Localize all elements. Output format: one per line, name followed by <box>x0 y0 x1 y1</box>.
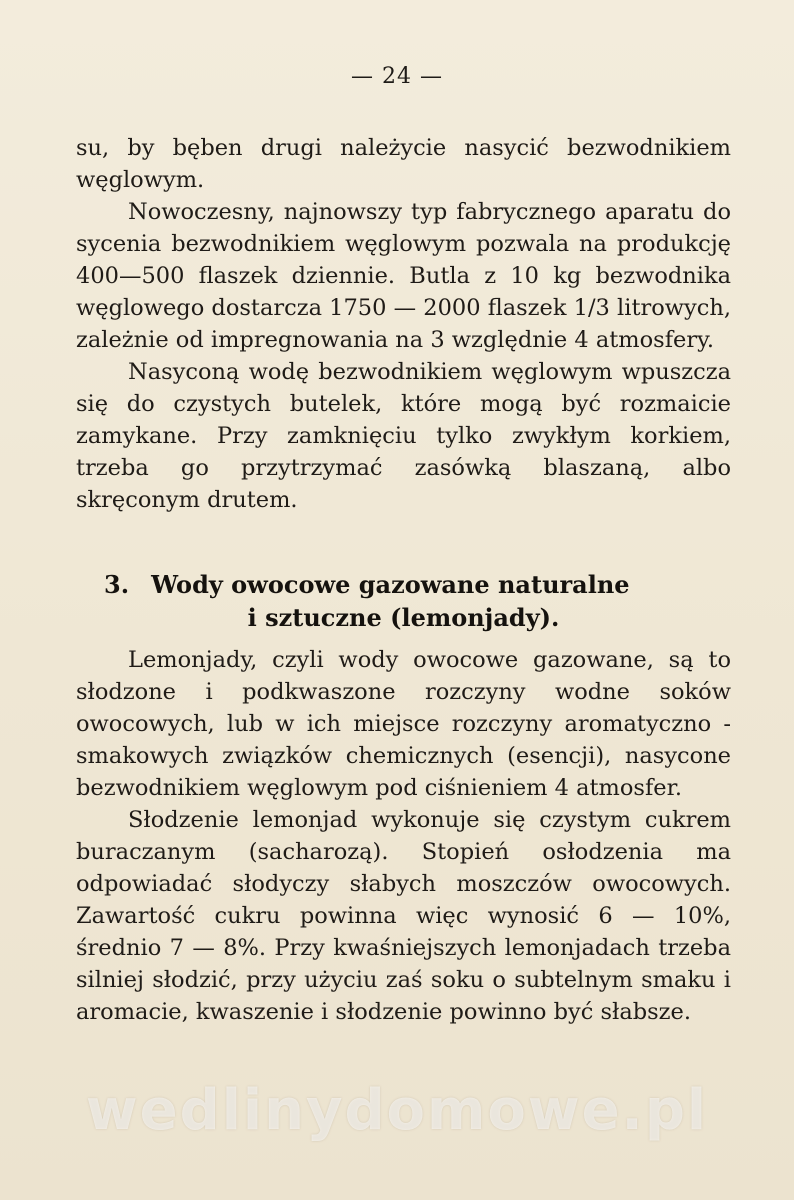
paragraph-lemonade-definition: Lemonjady, czyli wody owocowe gazowane, są to słodzone i podkwaszone rozczyny wodne soków owocowych, lub w ich miejsce rozczyny aromatyczno - smakowych związków chemicznych (esencji), nasycone bezwodnikiem węglowym pod ciśnieniem 4 atmosfer. <box>76 647 731 801</box>
paragraph-sweetening: Słodzenie lemonjad wykonuje się czystym cukrem buraczanym (sacharozą). Stopień osłodzenia ma odpowiadać słodyczy słabych moszczów owocowych. Zawartość cukru powinna więc wynosić 6 — 10%, średnio 7 — 8%. Przy kwaśniejszych lemonjadach trzeba silniej słodzić, przy użyciu zaś soku o subtelnym smaku i aromacie, kwaszenie i słodzenie powinno być słabsze. <box>76 807 731 1025</box>
section-heading-line1 <box>76 568 731 601</box>
paragraph-apparatus: Nowoczesny, najnowszy typ fabrycznego aparatu do sycenia bezwodnikiem węglowym pozwala na produkcję 400—500 flaszek dziennie. Butla z 10 kg bezwodnika węglowego dostarcza 1750 — 2000 flaszek 1/3 litrowych, zależnie od impregnowania na 3 względnie 4 atmosfery. <box>76 199 731 353</box>
paragraph-continuation: su, by bęben drugi należycie nasycić bezwodnikiem węglowym. <box>76 135 731 193</box>
section-title-line2: i sztuczne (lemonjady). <box>247 603 560 632</box>
section-title-line1: Wody owocowe gazowane naturalne <box>151 570 630 599</box>
section-number: 3. <box>104 570 130 599</box>
text-block-top <box>76 132 731 516</box>
page-number: — 24 — <box>351 64 443 89</box>
watermark: wedlinydomowe.pl <box>85 1078 709 1143</box>
paragraph-bottling: Nasyconą wodę bezwodnikiem węglowym wpuszcza się do czystych butelek, które mogą być rozmaicie zamykane. Przy zamknięciu tylko zwykłym korkiem, trzeba go przytrzymać zasówką blaszaną, albo skręconym drutem. <box>76 359 731 513</box>
text-block-bottom <box>76 644 731 1028</box>
section-heading <box>76 568 731 634</box>
